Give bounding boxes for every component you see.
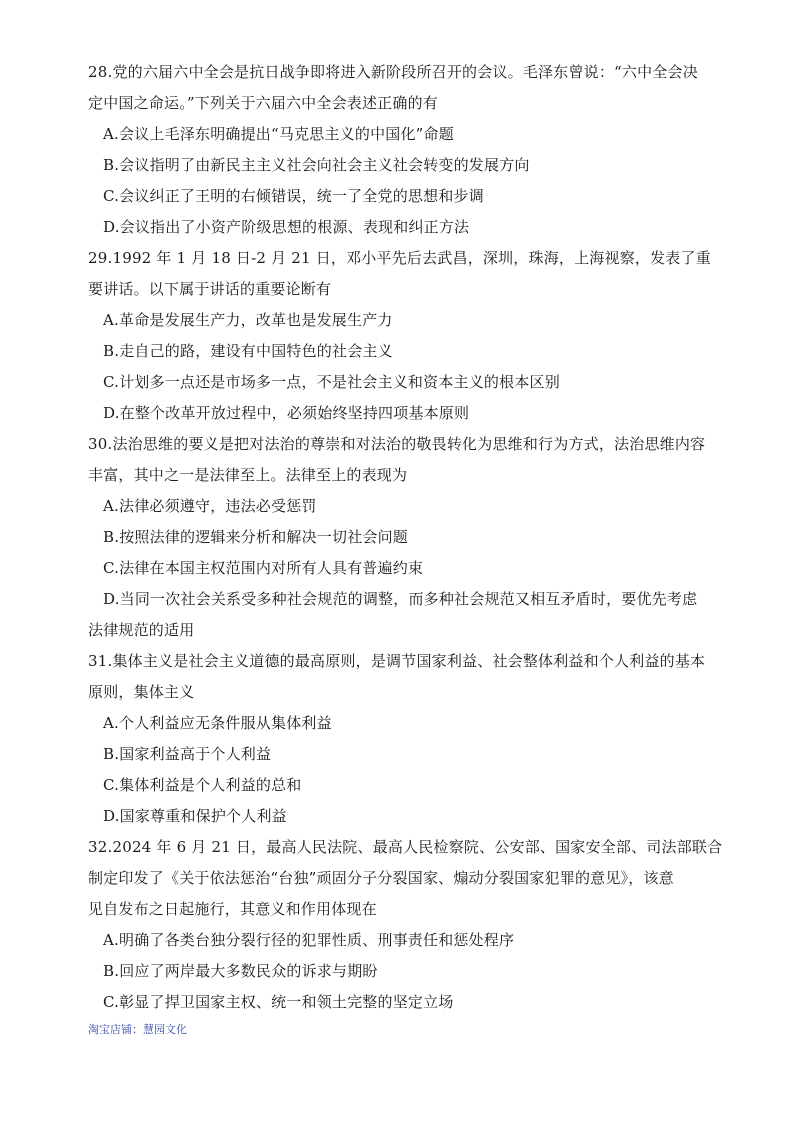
- q30-stem-line-2: 丰富，其中之一是法律至上。法律至上的表现为: [88, 466, 408, 484]
- q31-stem-line-1: 31.集体主义是社会主义道德的最高原则，是调节国家利益、社会整体利益和个人利益的基本: [88, 652, 706, 670]
- q28-option-a: A.会议上毛泽东明确提出“马克思主义的中国化”命题: [103, 125, 454, 143]
- q30-option-b: B.按照法律的逻辑来分析和解决一切社会问题: [103, 528, 408, 546]
- q31-option-c: C.集体利益是个人利益的总和: [103, 776, 302, 794]
- q28-stem-line-1: 28.党的六届六中全会是抗日战争即将进入新阶段所召开的会议。毛泽东曾说：“六中全会决: [88, 63, 698, 81]
- q29-option-b: B.走自己的路，建设有中国特色的社会主义: [103, 342, 393, 360]
- q29-stem-line-1: 29.1992 年 1 月 18 日-2 月 21 日，邓小平先后去武昌，深圳，珠海，上海视察，发表了重: [88, 249, 711, 267]
- q31-stem-line-2: 原则，集体主义: [88, 683, 195, 701]
- q31-option-a: A.个人利益应无条件服从集体利益: [103, 714, 332, 732]
- q31-option-d: D.国家尊重和保护个人利益: [103, 807, 287, 825]
- q32-stem-line-1: 32.2024 年 6 月 21 日，最高人民法院、最高人民检察院、公安部、国家安全部、司法部联合: [88, 838, 723, 856]
- q29-option-d: D.在整个改革开放过程中，必须始终坚持四项基本原则: [103, 404, 470, 422]
- q29-option-c: C.计划多一点还是市场多一点，不是社会主义和资本主义的根本区别: [103, 373, 560, 391]
- q30-option-d-continued: 法律规范的适用: [88, 621, 195, 639]
- q32-stem-line-3: 见自发布之日起施行，其意义和作用体现在: [88, 900, 377, 918]
- q30-option-d: D.当同一次社会关系受多种社会规范的调整，而多种社会规范又相互矛盾时，要优先考虑: [103, 590, 698, 608]
- q32-option-a: A.明确了各类台独分裂行径的犯罪性质、刑事责任和惩处程序: [103, 931, 515, 949]
- q31-option-b: B.国家利益高于个人利益: [103, 745, 272, 763]
- q29-option-a: A.革命是发展生产力，改革也是发展生产力: [103, 311, 393, 329]
- q28-option-c: C.会议纠正了王明的右倾错误，统一了全党的思想和步调: [103, 187, 484, 205]
- q30-option-a: A.法律必须遵守，违法必受惩罚: [103, 497, 317, 515]
- q32-stem-line-2: 制定印发了《关于依法惩治“台独”顽固分子分裂国家、煽动分裂国家犯罪的意见》，该意: [88, 869, 674, 887]
- q29-stem-line-2: 要讲话。以下属于讲话的重要论断有: [88, 280, 332, 298]
- q32-option-b: B.回应了两岸最大多数民众的诉求与期盼: [103, 962, 378, 980]
- q30-stem-line-1: 30.法治思维的要义是把对法治的尊崇和对法治的敬畏转化为思维和行为方式，法治思维内容: [88, 435, 706, 453]
- shop-footer-text: 淘宝店铺：慧园文化: [88, 1023, 187, 1036]
- q28-stem-line-2: 定中国之命运。”下列关于六届六中全会表述正确的有: [88, 94, 438, 112]
- q30-option-c: C.法律在本国主权范围内对所有人具有普遍约束: [103, 559, 424, 577]
- q28-option-d: D.会议指出了小资产阶级思想的根源、表现和纠正方法: [103, 218, 470, 236]
- q28-option-b: B.会议指明了由新民主主义社会向社会主义社会转变的发展方向: [103, 156, 530, 174]
- q32-option-c: C.彰显了捍卫国家主权、统一和领土完整的坚定立场: [103, 993, 454, 1011]
